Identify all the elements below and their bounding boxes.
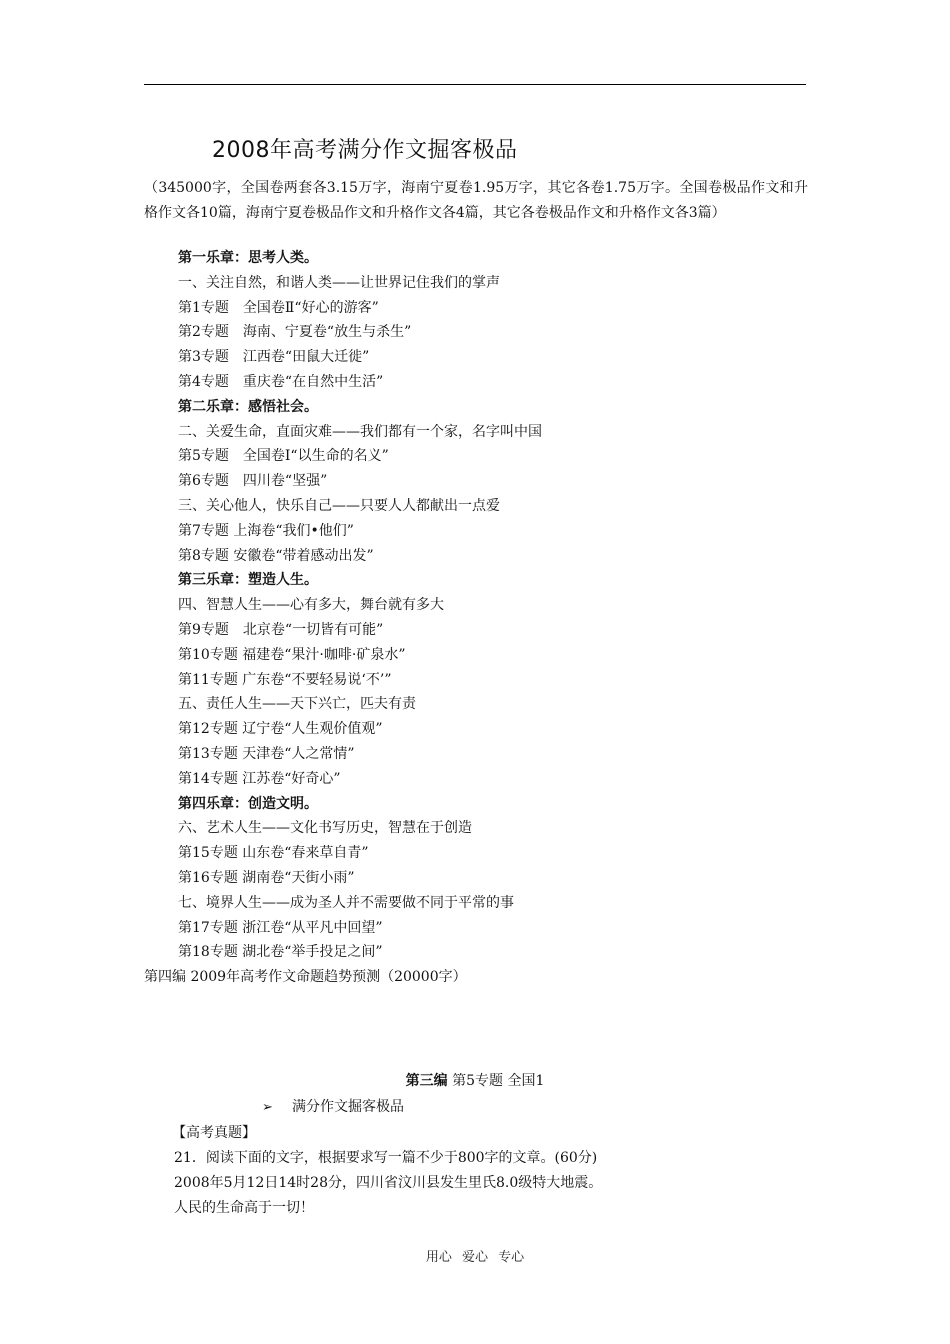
table-of-contents: [0, 246, 950, 990]
toc-item: 第7专题 上海卷“我们•他们”: [178, 522, 354, 539]
header-rule: [144, 84, 806, 85]
document-title: 2008年高考满分作文掘客极品: [212, 138, 518, 163]
intro-paragraph: （345000字，全国卷两套各3.15万字，海南宁夏卷1.95万字，其它各卷1.75万字。全国卷极品作文和升格作文各10篇，海南宁夏卷极品作文和升格作文各4篇，其它各卷极品作文和升格作文各3篇）: [144, 180, 808, 221]
toc-item: 二、关爱生命，直面灾难——我们都有一个家，名字叫中国: [178, 423, 542, 440]
toc-item: 一、关注自然，和谐人类——让世界记住我们的掌声: [178, 274, 500, 291]
chapter-heading: 第三乐章：塑造人生。: [178, 572, 318, 589]
toc-item: 第14专题 江苏卷“好奇心”: [178, 770, 341, 787]
chapter-heading: 第四乐章：创造文明。: [178, 795, 318, 812]
toc-item: 七、境界人生——成为圣人并不需要做不同于平常的事: [178, 894, 514, 911]
bullet-item: [262, 1096, 404, 1116]
toc-item: 五、责任人生——天下兴亡，匹夫有责: [178, 696, 416, 713]
toc-item: 第9专题 北京卷“一切皆有可能”: [178, 621, 384, 638]
toc-item: 第3专题 江西卷“田鼠大迁徙”: [178, 349, 370, 366]
toc-item: 第18专题 湖北卷“举手投足之间”: [178, 944, 383, 961]
toc-item: 第13专题 天津卷“人之常情”: [178, 745, 355, 762]
toc-item: 第2专题 海南、宁夏卷“放生与杀生”: [178, 324, 412, 341]
toc-item: 六、艺术人生——文化书写历史，智慧在于创造: [178, 820, 472, 837]
page-footer: 用心 爱心 专心: [425, 1250, 525, 1265]
chapter-heading: 第二乐章：感悟社会。: [178, 398, 318, 415]
toc-item: 第4专题 重庆卷“在自然中生活”: [178, 373, 384, 390]
toc-item: 第1专题 全国卷Ⅱ“好心的游客”: [178, 299, 379, 316]
toc-item: 第11专题 广东卷“不要轻易说‘不’”: [178, 671, 392, 688]
toc-item: 第12专题 辽宁卷“人生观价值观”: [178, 721, 383, 738]
part-heading: 第四编 2009年高考作文命题趋势预测（20000字）: [144, 969, 467, 986]
body-line: 人民的生命高于一切！: [174, 1200, 314, 1216]
exam-tag: 【高考真题】: [172, 1125, 256, 1141]
toc-item: 第17专题 浙江卷“从平凡中回望”: [178, 919, 383, 936]
chapter-heading: 第一乐章：思考人类。: [178, 250, 318, 266]
toc-item: 三、关心他人，快乐自己——只要人人都献出一点爱: [178, 497, 500, 514]
body-text: [174, 1146, 602, 1221]
body-line: 2008年5月12日14时28分，四川省汶川县发生里氏8.0级特大地震。: [174, 1175, 603, 1191]
bullet-text: 满分作文掘客极品: [292, 1099, 404, 1115]
section-heading: [0, 1070, 950, 1090]
toc-item: 第15专题 山东卷“春来草自青”: [178, 845, 369, 862]
section-heading-bold: 第三编: [405, 1073, 448, 1089]
body-line: 21．阅读下面的文字，根据要求写一篇不少于800字的文章。(60分): [174, 1150, 598, 1166]
toc-item: 第10专题 福建卷“果汁·咖啡·矿泉水”: [178, 646, 406, 663]
toc-item: 第6专题 四川卷“坚强”: [178, 473, 328, 490]
toc-item: 第5专题 全国卷Ⅰ“以生命的名义”: [178, 448, 389, 465]
toc-item: 四、智慧人生——心有多大，舞台就有多大: [178, 597, 444, 614]
section-heading-rest: 第5专题 全国1: [447, 1073, 545, 1089]
arrow-bullet-icon: ➢: [262, 1100, 273, 1115]
toc-item: 第16专题 湖南卷“天街小雨”: [178, 869, 355, 886]
toc-item: 第8专题 安徽卷“带着感动出发”: [178, 547, 374, 564]
